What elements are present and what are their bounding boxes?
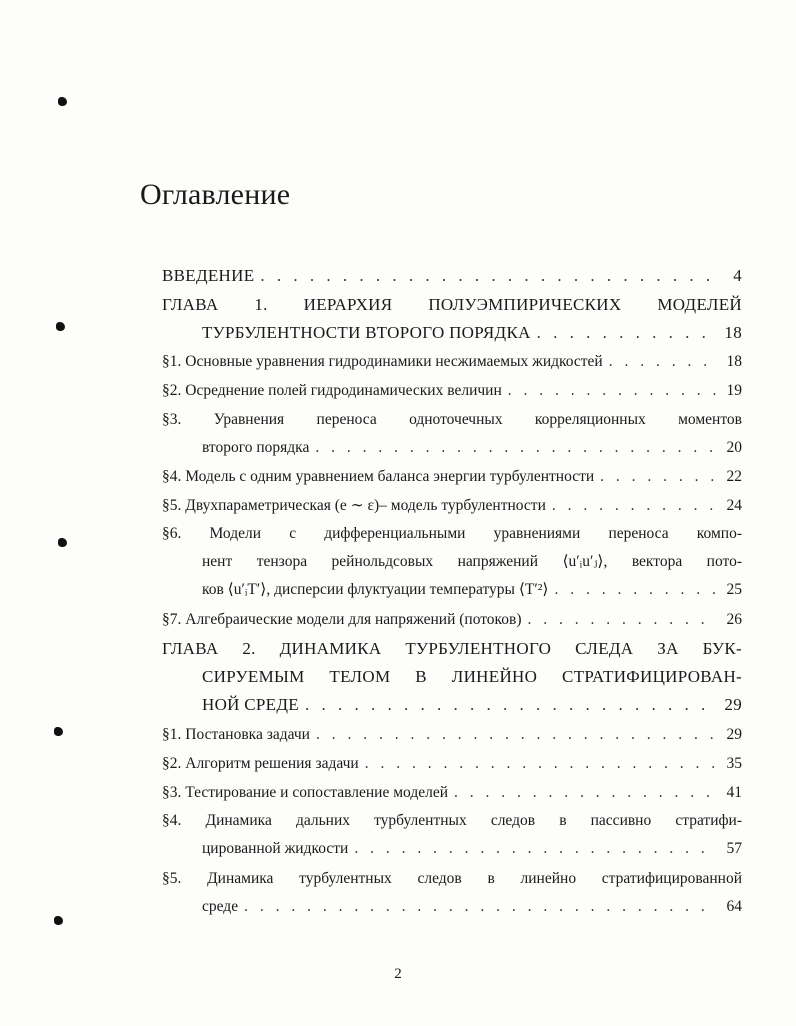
dot-leader	[508, 381, 716, 401]
scan-speck	[56, 322, 65, 331]
toc-entry-text: ков ⟨u′ᵢT′⟩, дисперсии флуктуации температуры ⟨T′²⟩	[202, 581, 549, 599]
toc-entry-text: §2. Алгоритм решения задачи	[162, 754, 359, 772]
dot-leader	[554, 580, 716, 600]
toc-page-number: 35	[726, 754, 742, 772]
toc-entry	[162, 266, 742, 294]
toc-entry	[162, 496, 742, 524]
toc-entry-text: §2. Осреднение полей гидродинамических величин	[162, 381, 502, 399]
toc-entry	[162, 725, 742, 753]
toc-entry-text: §5. Двухпараметрическая (e ∼ ε)– модель турбулентности	[162, 496, 546, 514]
toc-entry-text: СИРУЕМЫМ ТЕЛОМ В ЛИНЕЙНО СТРАТИФИЦИРОВАН-	[202, 667, 742, 687]
toc-entry	[162, 610, 742, 638]
toc-entry-text: среде	[202, 897, 239, 915]
scan-speck	[54, 916, 63, 925]
dot-leader	[454, 783, 716, 803]
toc-entry-line	[162, 725, 742, 753]
toc-entry-text: §7. Алгебраические модели для напряжений (потоков)	[162, 611, 522, 629]
scan-speck	[58, 538, 67, 547]
toc-entry-line	[162, 410, 742, 438]
dot-leader	[260, 266, 716, 286]
toc-page-number: 57	[726, 840, 742, 858]
toc-entry-text: §5. Динамика турбулентных следов в линейно стратифицированной	[162, 869, 742, 887]
dot-leader	[537, 323, 716, 343]
toc-entry-text: ГЛАВА 1. ИЕРАРХИЯ ПОЛУЭМПИРИЧЕСКИХ МОДЕЛЕЙ	[162, 294, 742, 314]
toc-entry-line	[162, 524, 742, 552]
toc-entry-text: §1. Постановка задачи	[162, 726, 310, 744]
toc-entry	[162, 381, 742, 409]
toc-entry-line	[162, 352, 742, 380]
toc-entry-line	[162, 839, 742, 867]
page-title: Оглавление	[140, 178, 291, 211]
toc-entry-line	[162, 496, 742, 524]
toc-entry	[162, 783, 742, 811]
toc-page-number: 41	[726, 783, 742, 801]
dot-leader	[365, 754, 716, 774]
toc-entry-text: §4. Модель с одним уравнением баланса энергии турбулентности	[162, 467, 595, 485]
dot-leader	[552, 496, 716, 516]
dot-leader	[315, 438, 716, 458]
toc-page-number: 25	[726, 581, 742, 599]
toc-entry	[162, 639, 742, 723]
toc-entry	[162, 295, 742, 351]
dot-leader	[609, 352, 716, 372]
toc-page-number: 64	[726, 897, 742, 915]
toc-page-number: 29	[726, 726, 742, 744]
toc-entry	[162, 754, 742, 782]
toc-entry-text: НОЙ СРЕДЕ	[202, 695, 299, 715]
scan-speck	[58, 97, 67, 106]
dot-leader	[316, 725, 716, 745]
toc-page-number: 29	[724, 695, 742, 715]
toc-entry-line	[162, 639, 742, 667]
toc-entry-line	[162, 811, 742, 839]
toc-page-number: 19	[726, 381, 742, 399]
toc-entry-text: §6. Модели с дифференциальными уравнениями переноса компо-	[162, 525, 742, 543]
toc-entry-line	[162, 266, 742, 294]
toc-entry-line	[162, 610, 742, 638]
toc-page-number: 22	[726, 467, 742, 485]
toc-entry-text: §3. Уравнения переноса одноточечных корреляционных моментов	[162, 410, 742, 428]
dot-leader	[305, 695, 716, 715]
toc-entry-line	[162, 667, 742, 695]
toc-entry-line	[162, 580, 742, 608]
toc-entry-text: §1. Основные уравнения гидродинамики несжимаемых жидкостей	[162, 353, 603, 371]
dot-leader	[528, 610, 716, 630]
toc-page-number: 18	[726, 353, 742, 371]
toc-page-number: 20	[726, 438, 742, 456]
toc-entry-line	[162, 695, 742, 723]
toc-entry-line	[162, 323, 742, 351]
toc-entry-line	[162, 869, 742, 897]
page-number: 2	[394, 966, 402, 982]
dot-leader	[354, 839, 716, 859]
toc-entry-line	[162, 295, 742, 323]
toc-entry-text: цированной жидкости	[202, 840, 349, 858]
toc-entry-line	[162, 754, 742, 782]
toc-entry-text: ГЛАВА 2. ДИНАМИКА ТУРБУЛЕНТНОГО СЛЕДА ЗА БУК-	[162, 639, 742, 659]
toc-page-number: 18	[724, 322, 742, 342]
toc-page-number: 26	[726, 611, 742, 629]
toc-entry-text: нент тензора рейнольдсовых напряжений ⟨u′ᵢu′ⱼ⟩, вектора пото-	[202, 553, 742, 571]
toc-entry-text: ВВЕДЕНИЕ	[162, 266, 255, 285]
toc-page-number: 4	[733, 266, 742, 285]
toc-entry-line	[162, 783, 742, 811]
toc-entry-text: ТУРБУЛЕНТНОСТИ ВТОРОГО ПОРЯДКА	[202, 322, 531, 342]
scan-speck	[54, 727, 63, 736]
toc-entry	[162, 467, 742, 495]
toc-entry	[162, 524, 742, 608]
toc-entry	[162, 410, 742, 466]
toc-entry	[162, 352, 742, 380]
toc-entry-text: второго порядка	[202, 438, 310, 456]
toc-entry-text: §4. Динамика дальних турбулентных следов в пассивно стратифи-	[162, 812, 742, 830]
dot-leader	[244, 897, 716, 917]
toc-page-number: 24	[726, 496, 742, 514]
toc-entry-line	[162, 381, 742, 409]
toc-entry-line	[162, 467, 742, 495]
toc-entry	[162, 811, 742, 867]
toc-entry-line	[162, 438, 742, 466]
toc-entry	[162, 869, 742, 925]
toc-entry-line	[162, 897, 742, 925]
dot-leader	[600, 467, 716, 487]
toc-entry-line	[162, 552, 742, 580]
toc-entry-text: §3. Тестирование и сопоставление моделей	[162, 783, 448, 801]
